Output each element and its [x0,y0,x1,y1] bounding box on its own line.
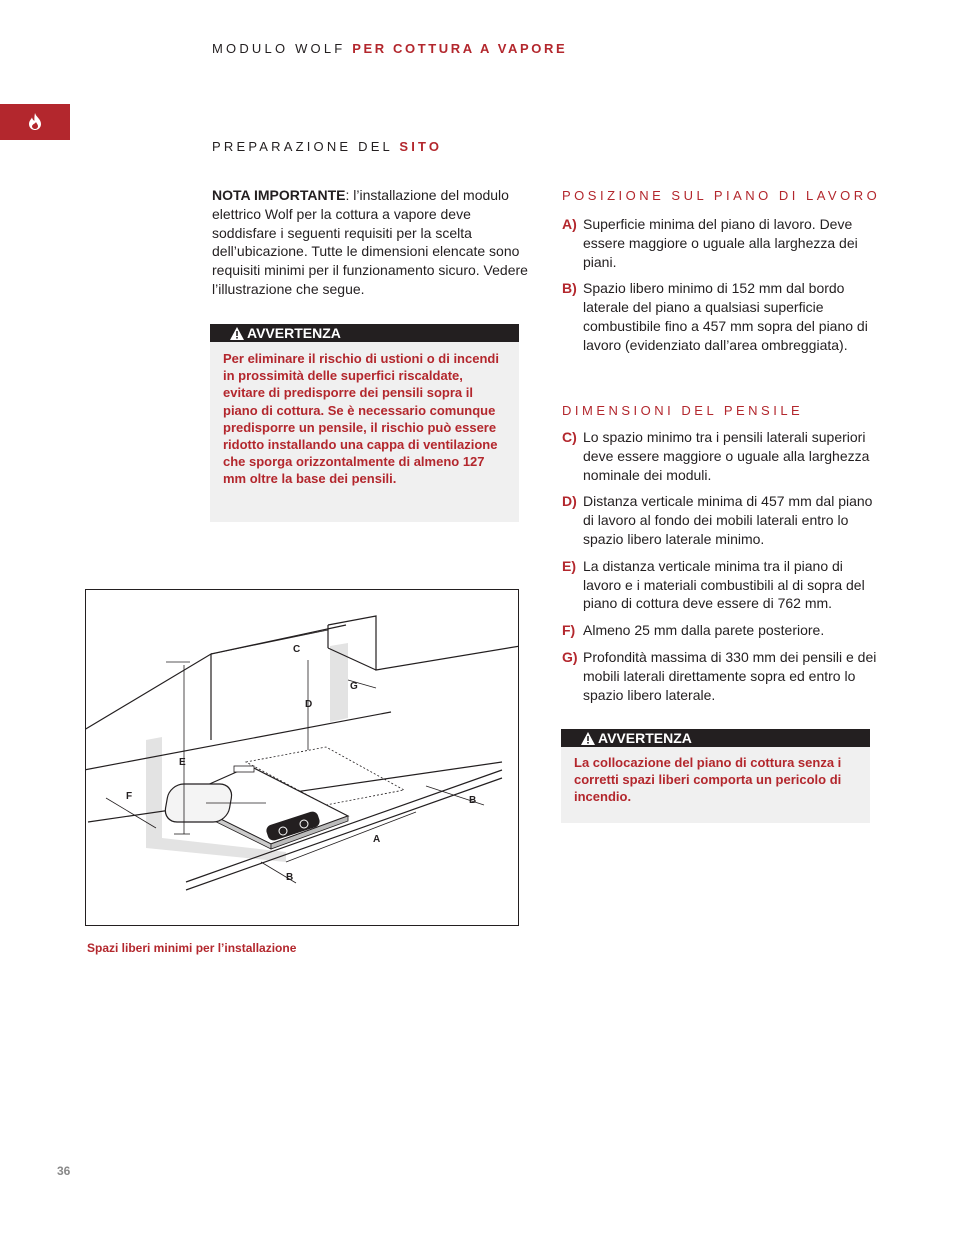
item-text: La distanza verticale minima tra il piano di lavoro e i materiali combustibili al di sopra del piano di cottura deve essere di 762 mm. [583,557,865,612]
label-b-right: B [469,795,477,806]
header-accent: PER COTTURA A VAPORE [352,41,568,56]
list-item [562,492,882,548]
item-label: F) [562,622,576,639]
clearance-diagram [85,589,519,926]
item-label: E) [562,557,576,574]
item-text: Lo spazio minimo tra i pensili laterali superiori deve essere maggiore o uguale alla larghezza nominale dei moduli. [583,429,870,483]
list-item [562,428,882,484]
cabinet-heading: DIMENSIONI DEL PENSILE [562,403,804,418]
diagram-svg [86,590,518,925]
dim-c [211,630,328,654]
warning-triangle-icon [230,327,244,340]
label-b-front: B [286,872,294,883]
intro-bold: NOTA IMPORTANTE [212,187,346,203]
list-item [562,279,882,354]
warning-box-clearance [561,729,870,823]
warning-text: Per eliminare il rischio di ustioni o di incendi in prossimità delle superfici riscaldate, evitare di predisporre dei pensili sopra il piano di cottura. Se è necessario comunque predisporre un pensile, il rischio può essere ridotto installando una cappa di ventilazione che sporga orizzontalmente di almeno 127 mm oltre la base dei pensili. [223,351,499,487]
list-item [562,557,882,613]
clearance-shade-right [330,643,348,722]
warning-triangle-icon [581,732,595,745]
item-text: Spazio libero minimo di 152 mm dal bordo laterale del piano a qualsiasi superficie combustibile fino a 457 mm sopra del piano di lavoro (evidenziato dall’area ombreggiata). [583,280,868,353]
section-title-prefix: PREPARAZIONE DEL [212,139,393,154]
warning-title: AVVERTENZA [598,730,692,746]
item-label: G) [562,648,578,665]
page-number: 36 [57,1164,71,1178]
label-g: G [350,681,358,692]
right-cabinet [328,616,518,670]
position-heading: POSIZIONE SUL PIANO DI LAVORO [562,188,881,203]
section-title [212,139,442,154]
warning-bar [561,729,870,747]
item-label: B) [562,280,577,297]
item-text: Superficie minima del piano di lavoro. Deve essere maggiore o uguale alla larghezza dei piani. [583,216,858,270]
list-item [562,621,882,640]
intro-text: : l’installazione del modulo elettrico Wolf per la cottura a vapore deve soddisfare i seguenti requisiti per la scelta dell’ubicazione. Tutte le dimensioni elencate sono requisiti minimi per il funzionamento sicuro. Vedere l’illustrazione che segue. [212,187,528,297]
item-label: D) [562,493,577,510]
label-d: D [305,699,313,710]
figure-caption: Spazi liberi minimi per l’installazione [87,941,297,955]
item-text: Distanza verticale minima di 457 mm dal piano di lavoro al fondo dei mobili laterali entro lo spazio libero laterale minimo. [583,493,873,547]
item-label: A) [562,216,577,232]
position-list [562,215,882,363]
label-c: C [293,644,301,655]
warning-box-cabinets [210,324,519,522]
intro-paragraph [212,186,532,299]
section-tab [0,104,70,140]
label-f: F [126,791,133,802]
section-title-accent: SITO [399,139,443,154]
warning-bar [210,324,519,342]
page-header [212,41,567,56]
item-label: C) [562,429,577,445]
item-text: Almeno 25 mm dalla parete posteriore. [583,622,825,639]
flame-icon [28,113,42,130]
warning-text: La collocazione del piano di cottura senza i corretti spazi liberi comporta un pericolo di incendio. [574,755,842,805]
cabinet-list [562,428,882,712]
list-item [562,648,882,704]
warning-title: AVVERTENZA [247,325,341,341]
list-item [562,215,882,271]
label-a: A [373,834,381,845]
label-e: E [179,757,186,768]
item-text: Profondità massima di 330 mm dei pensili e dei mobili laterali direttamente sopra ed entro lo spazio libero laterale. [583,648,877,703]
left-cabinet [86,654,211,740]
header-prefix: MODULO WOLF [212,41,346,56]
